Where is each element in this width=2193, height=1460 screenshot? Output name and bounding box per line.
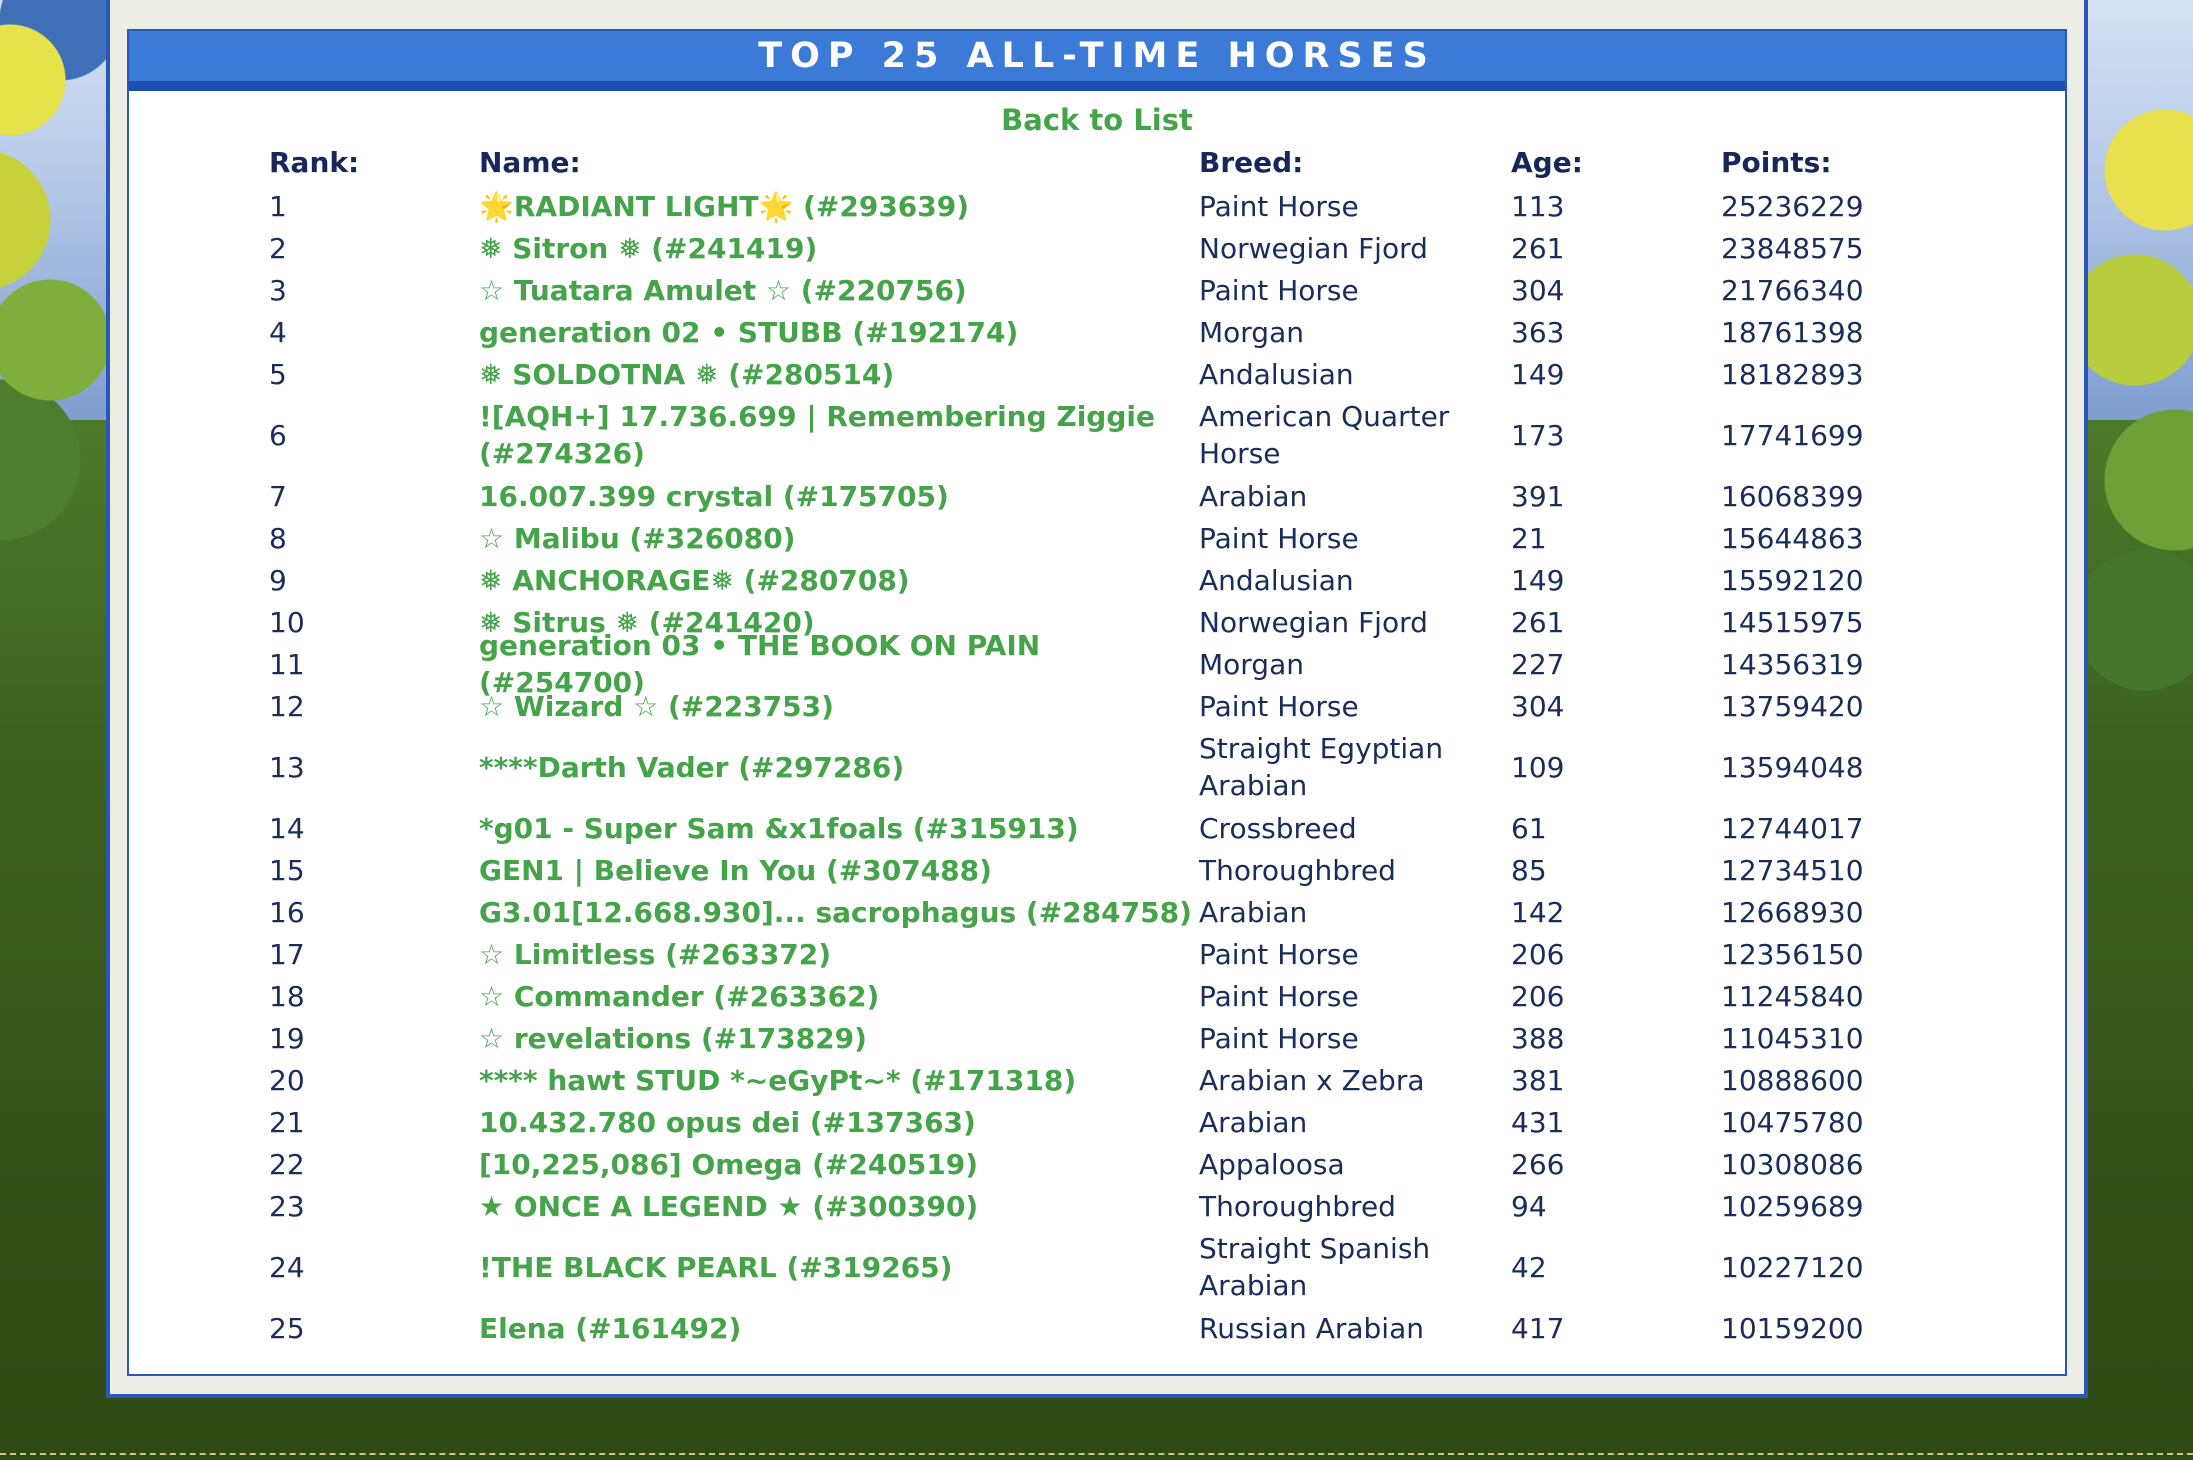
- age-cell: 261: [1511, 605, 1565, 639]
- table-row: [269, 849, 1909, 891]
- points-cell: 15592120: [1721, 563, 1864, 597]
- table-row: [269, 475, 1909, 517]
- age-cell: 381: [1511, 1063, 1565, 1097]
- table-row: [269, 1307, 1909, 1349]
- rank-cell: 8: [269, 521, 287, 555]
- points-cell: 16068399: [1721, 479, 1864, 513]
- horse-name-link[interactable]: G3.01[12.668.930]... sacrophagus (#284758): [479, 895, 1192, 929]
- table-row: [269, 227, 1909, 269]
- breed-cell: Paint Horse: [1199, 521, 1359, 555]
- age-cell: 431: [1511, 1105, 1565, 1139]
- breed-cell: Arabian: [1199, 895, 1308, 929]
- breed-cell: Appaloosa: [1199, 1147, 1345, 1181]
- rank-cell: 5: [269, 357, 287, 391]
- age-cell: 304: [1511, 689, 1565, 723]
- table-row: [269, 807, 1909, 849]
- points-cell: 11245840: [1721, 979, 1864, 1013]
- breed-cell: Arabian x Zebra: [1199, 1063, 1425, 1097]
- panel-header: [129, 31, 2065, 91]
- back-to-list-link[interactable]: Back to List: [1001, 103, 1193, 137]
- horse-name-link[interactable]: GEN1 | Believe In You (#307488): [479, 853, 992, 887]
- table-row: [269, 629, 1909, 699]
- age-cell: 391: [1511, 479, 1565, 513]
- table-row: [269, 395, 1909, 475]
- horse-name-link[interactable]: ☆ revelations (#173829): [479, 1021, 867, 1055]
- horse-name-link[interactable]: ☆ Wizard ☆ (#223753): [479, 689, 834, 723]
- points-cell: 10159200: [1721, 1311, 1864, 1345]
- table-row: [269, 891, 1909, 933]
- age-cell: 42: [1511, 1250, 1547, 1284]
- age-cell: 206: [1511, 937, 1565, 971]
- points-cell: 13759420: [1721, 689, 1864, 723]
- horse-name-link[interactable]: 16.007.399 crystal (#175705): [479, 479, 949, 513]
- breed-cell: Thoroughbred: [1199, 853, 1396, 887]
- breed-cell: Arabian: [1199, 479, 1308, 513]
- horse-name-link[interactable]: *g01 - Super Sam &x1foals (#315913): [479, 811, 1079, 845]
- breed-cell: American Quarter Horse: [1199, 400, 1450, 470]
- rank-cell: 20: [269, 1063, 305, 1097]
- rank-cell: 1: [269, 189, 287, 223]
- rank-cell: 17: [269, 937, 305, 971]
- column-header-age: Age:: [1511, 145, 1583, 179]
- table-row: [269, 353, 1909, 395]
- horse-name-link[interactable]: ☆ Tuatara Amulet ☆ (#220756): [479, 273, 967, 307]
- age-cell: 206: [1511, 979, 1565, 1013]
- points-cell: 12734510: [1721, 853, 1864, 887]
- breed-cell: Andalusian: [1199, 357, 1354, 391]
- horse-name-link[interactable]: ❅ SOLDOTNA ❅ (#280514): [479, 357, 895, 391]
- age-cell: 149: [1511, 357, 1565, 391]
- rank-cell: 11: [269, 647, 305, 681]
- horse-name-link[interactable]: !THE BLACK PEARL (#319265): [479, 1250, 953, 1284]
- rank-cell: 12: [269, 689, 305, 723]
- points-cell: 18761398: [1721, 315, 1864, 349]
- breed-cell: Paint Horse: [1199, 979, 1359, 1013]
- rank-cell: 6: [269, 418, 287, 452]
- breed-cell: Paint Horse: [1199, 689, 1359, 723]
- leaderboard-table: [269, 139, 1909, 1349]
- age-cell: 227: [1511, 647, 1565, 681]
- table-row: [269, 559, 1909, 601]
- horse-name-link[interactable]: ![AQH+] 17.736.699 | Remembering Ziggie (#274326): [479, 400, 1155, 470]
- breed-cell: Morgan: [1199, 647, 1304, 681]
- table-row: [269, 1059, 1909, 1101]
- age-cell: 85: [1511, 853, 1547, 887]
- rank-cell: 4: [269, 315, 287, 349]
- age-cell: 173: [1511, 418, 1565, 452]
- points-cell: 10259689: [1721, 1189, 1864, 1223]
- breed-cell: Paint Horse: [1199, 937, 1359, 971]
- points-cell: 23848575: [1721, 231, 1864, 265]
- points-cell: 10475780: [1721, 1105, 1864, 1139]
- table-header-row: [269, 139, 1909, 185]
- breed-cell: Paint Horse: [1199, 273, 1359, 307]
- points-cell: 21766340: [1721, 273, 1864, 307]
- breed-cell: Paint Horse: [1199, 1021, 1359, 1055]
- horse-name-link[interactable]: **** hawt STUD *~eGyPt~* (#171318): [479, 1063, 1077, 1097]
- breed-cell: Morgan: [1199, 315, 1304, 349]
- breed-cell: Norwegian Fjord: [1199, 231, 1428, 265]
- rank-cell: 2: [269, 231, 287, 265]
- background-tree-right: [2075, 60, 2193, 760]
- rank-cell: 10: [269, 605, 305, 639]
- horse-name-link[interactable]: ☆ Malibu (#326080): [479, 521, 796, 555]
- age-cell: 304: [1511, 273, 1565, 307]
- rank-cell: 3: [269, 273, 287, 307]
- age-cell: 61: [1511, 811, 1547, 845]
- table-row: [269, 1227, 1909, 1307]
- breed-cell: Arabian: [1199, 1105, 1308, 1139]
- points-cell: 12356150: [1721, 937, 1864, 971]
- rank-cell: 25: [269, 1311, 305, 1345]
- points-cell: 11045310: [1721, 1021, 1864, 1055]
- column-header-rank: Rank:: [269, 145, 360, 179]
- age-cell: 149: [1511, 563, 1565, 597]
- table-row: [269, 311, 1909, 353]
- horse-name-link[interactable]: 10.432.780 opus dei (#137363): [479, 1105, 976, 1139]
- column-header-name: Name:: [479, 145, 581, 179]
- table-row: [269, 1143, 1909, 1185]
- table-row: [269, 185, 1909, 227]
- page-title: TOP 25 ALL-TIME HORSES: [758, 36, 1436, 76]
- horse-name-link[interactable]: generation 03 • THE BOOK ON PAIN (#254700): [479, 629, 1041, 699]
- breed-cell: Russian Arabian: [1199, 1311, 1424, 1345]
- table-row: [269, 933, 1909, 975]
- age-cell: 266: [1511, 1147, 1565, 1181]
- age-cell: 388: [1511, 1021, 1565, 1055]
- table-row: [269, 517, 1909, 559]
- rank-cell: 15: [269, 853, 305, 887]
- rank-cell: 7: [269, 479, 287, 513]
- points-cell: 14515975: [1721, 605, 1864, 639]
- points-cell: 10227120: [1721, 1250, 1864, 1284]
- rank-cell: 16: [269, 895, 305, 929]
- age-cell: 113: [1511, 189, 1565, 223]
- age-cell: 21: [1511, 521, 1547, 555]
- table-row: [269, 269, 1909, 311]
- table-row: [269, 1017, 1909, 1059]
- leaderboard-panel: [127, 29, 2067, 1376]
- table-row: [269, 685, 1909, 727]
- points-cell: 17741699: [1721, 418, 1864, 452]
- points-cell: 14356319: [1721, 647, 1864, 681]
- horse-name-link[interactable]: ★ ONCE A LEGEND ★ (#300390): [479, 1189, 979, 1223]
- age-cell: 142: [1511, 895, 1565, 929]
- breed-cell: Andalusian: [1199, 563, 1354, 597]
- horse-name-link[interactable]: 🌟RADIANT LIGHT🌟 (#293639): [479, 189, 970, 223]
- rank-cell: 23: [269, 1189, 305, 1223]
- horse-name-link[interactable]: ☆ Commander (#263362): [479, 979, 880, 1013]
- breed-cell: Straight Spanish Arabian: [1199, 1232, 1431, 1302]
- horse-name-link[interactable]: ❅ Sitron ❅ (#241419): [479, 231, 818, 265]
- rank-cell: 19: [269, 1021, 305, 1055]
- breed-cell: Crossbreed: [1199, 811, 1357, 845]
- horse-name-link[interactable]: ❅ ANCHORAGE❅ (#280708): [479, 563, 910, 597]
- rank-cell: 24: [269, 1250, 305, 1284]
- footer-divider: [0, 1453, 2193, 1455]
- table-row: [269, 727, 1909, 807]
- rank-cell: 14: [269, 811, 305, 845]
- horse-name-link[interactable]: [10,225,086] Omega (#240519): [479, 1147, 979, 1181]
- points-cell: 12744017: [1721, 811, 1864, 845]
- age-cell: 261: [1511, 231, 1565, 265]
- horse-name-link[interactable]: ❅ Sitrus ❅ (#241420): [479, 605, 815, 639]
- rank-cell: 13: [269, 750, 305, 784]
- column-header-breed: Breed:: [1199, 145, 1304, 179]
- horse-name-link[interactable]: ☆ Limitless (#263372): [479, 937, 832, 971]
- age-cell: 417: [1511, 1311, 1565, 1345]
- points-cell: 13594048: [1721, 750, 1864, 784]
- horse-name-link[interactable]: Elena (#161492): [479, 1311, 742, 1345]
- breed-cell: Thoroughbred: [1199, 1189, 1396, 1223]
- points-cell: 10888600: [1721, 1063, 1864, 1097]
- horse-name-link[interactable]: ****Darth Vader (#297286): [479, 750, 905, 784]
- points-cell: 15644863: [1721, 521, 1864, 555]
- table-row: [269, 1101, 1909, 1143]
- age-cell: 363: [1511, 315, 1565, 349]
- table-row: [269, 975, 1909, 1017]
- column-header-points: Points:: [1721, 145, 1832, 179]
- rank-cell: 9: [269, 563, 287, 597]
- points-cell: 12668930: [1721, 895, 1864, 929]
- table-row: [269, 1185, 1909, 1227]
- age-cell: 109: [1511, 750, 1565, 784]
- rank-cell: 18: [269, 979, 305, 1013]
- points-cell: 10308086: [1721, 1147, 1864, 1181]
- breed-cell: Straight Egyptian Arabian: [1199, 732, 1444, 802]
- horse-name-link[interactable]: generation 02 • STUBB (#192174): [479, 315, 1019, 349]
- points-cell: 18182893: [1721, 357, 1864, 391]
- age-cell: 94: [1511, 1189, 1547, 1223]
- rank-cell: 21: [269, 1105, 305, 1139]
- breed-cell: Paint Horse: [1199, 189, 1359, 223]
- points-cell: 25236229: [1721, 189, 1864, 223]
- rank-cell: 22: [269, 1147, 305, 1181]
- breed-cell: Norwegian Fjord: [1199, 605, 1428, 639]
